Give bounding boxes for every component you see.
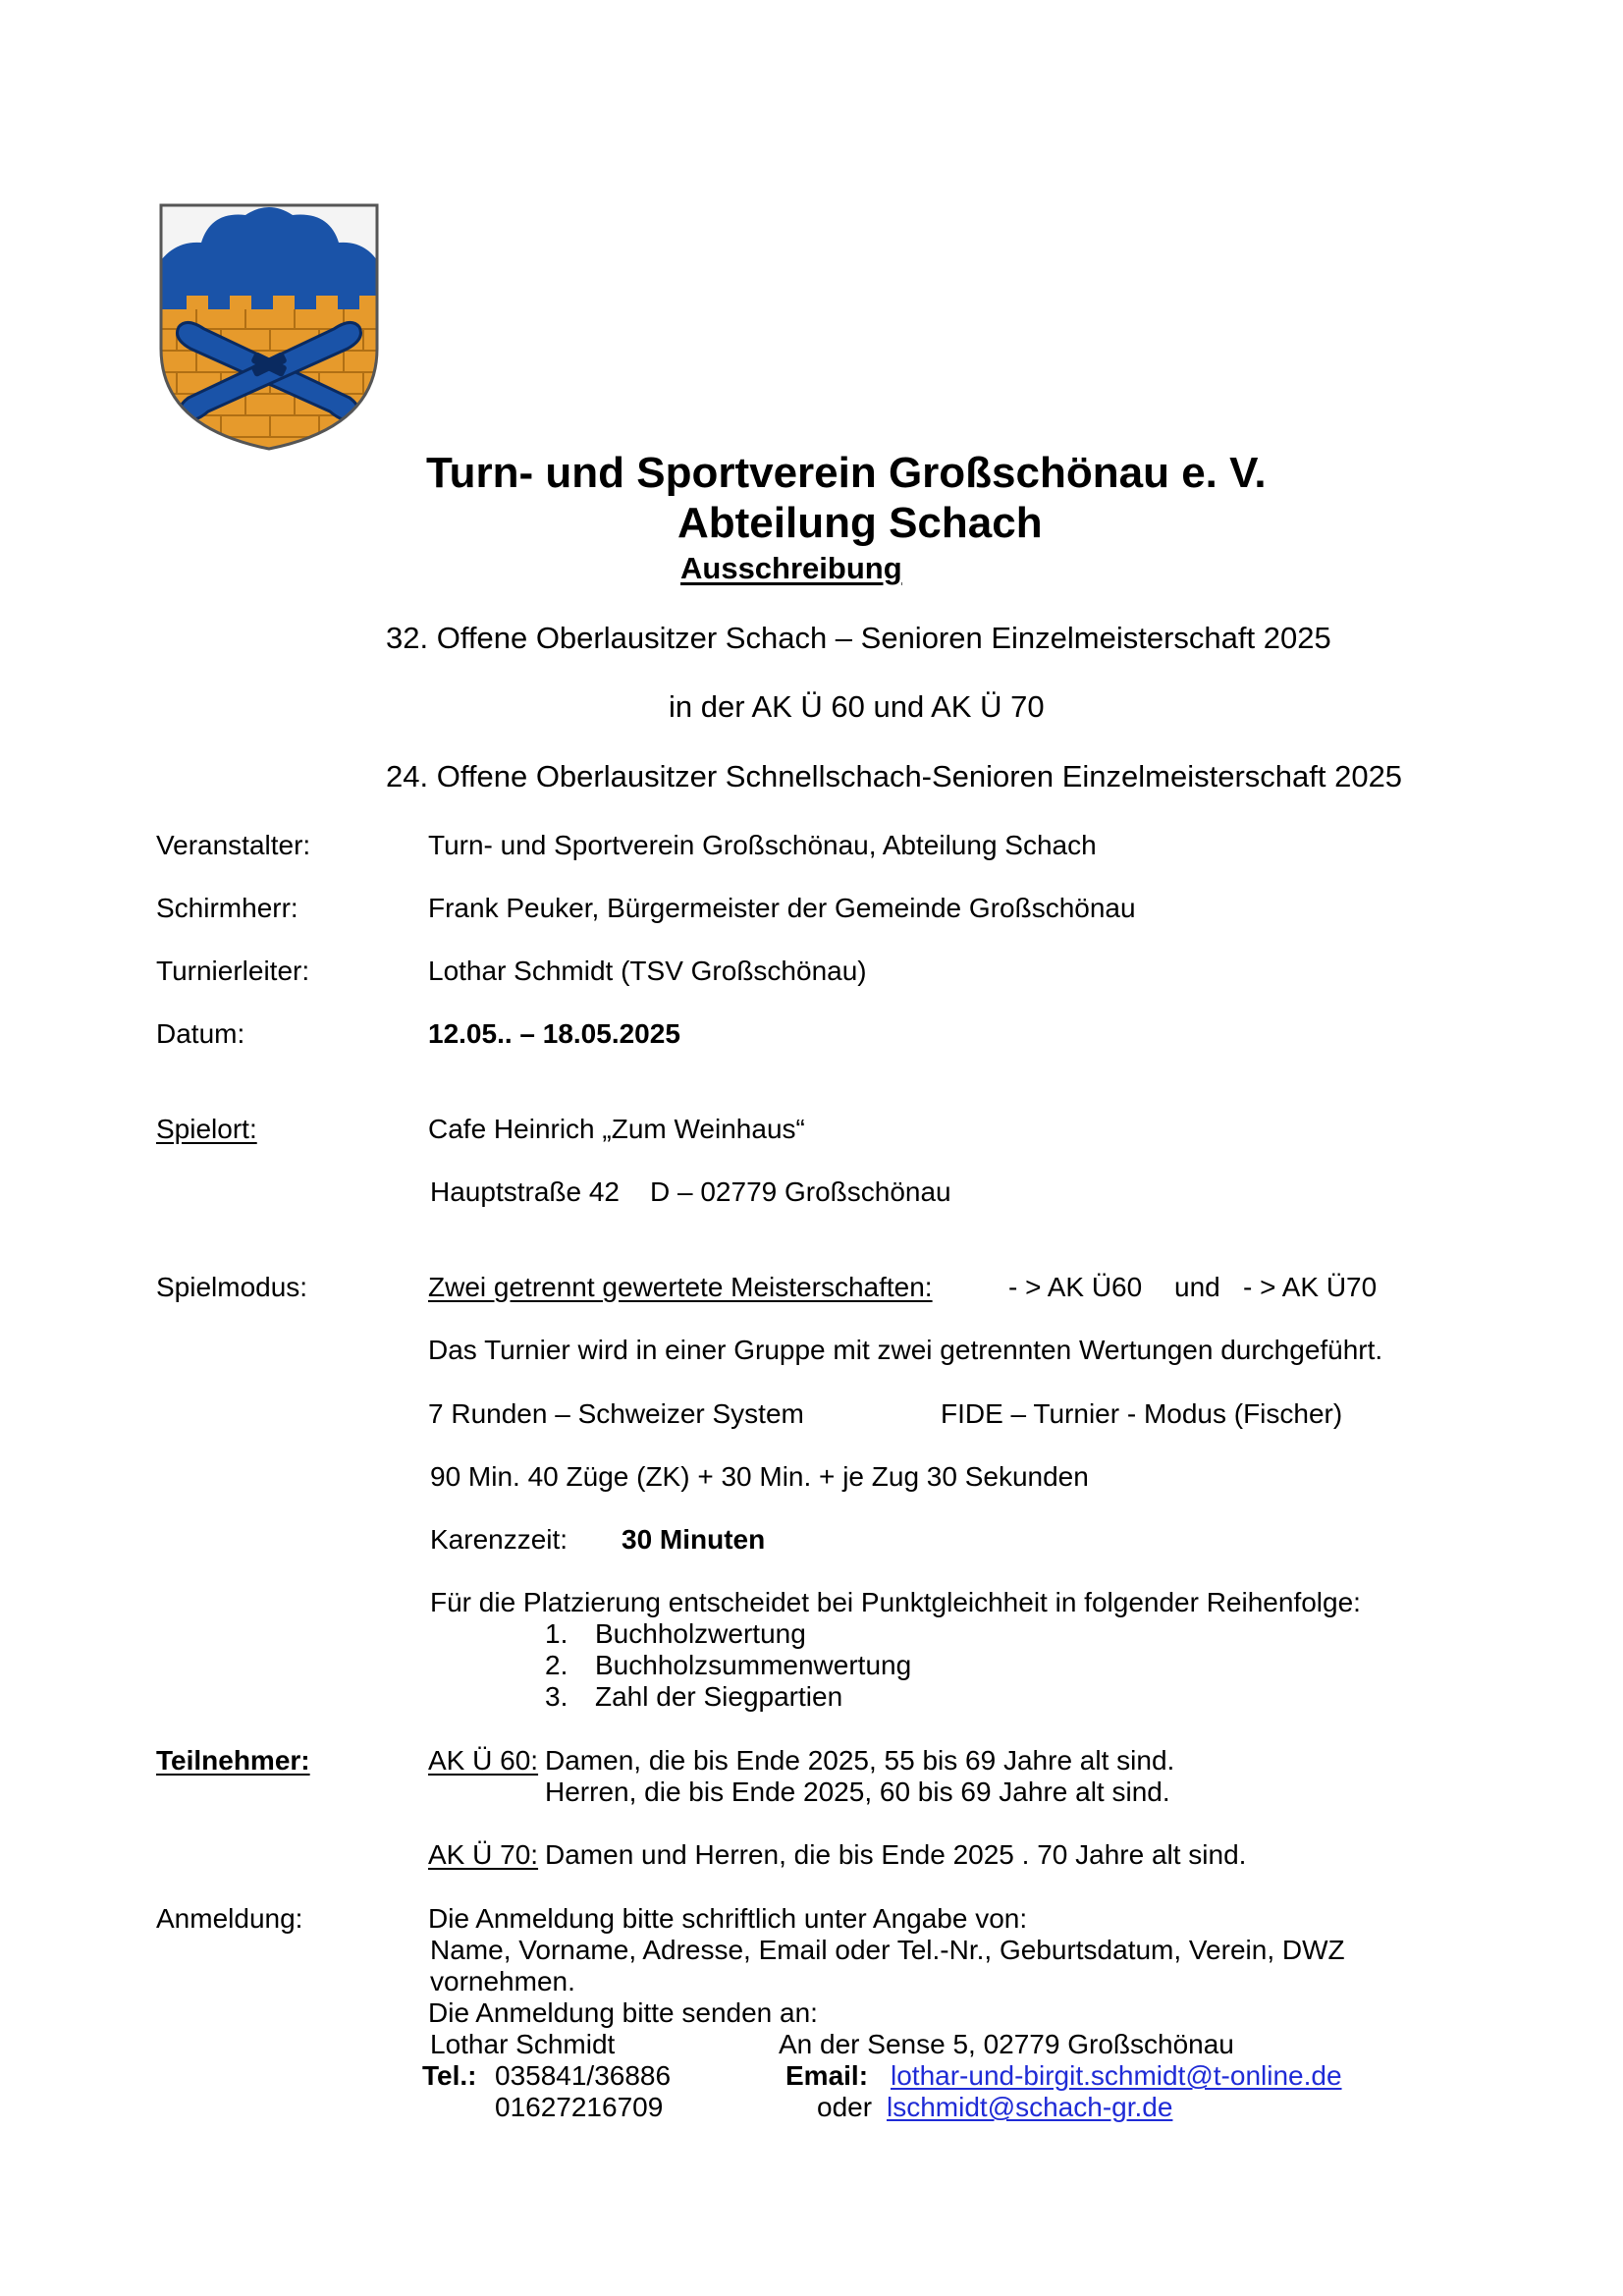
- email-label: Email:: [785, 2060, 869, 2091]
- tiebreak-text: Buchholzsummenwertung: [595, 1650, 912, 1680]
- schirmherr-label: Schirmherr:: [156, 893, 298, 923]
- spielmodus-label: Spielmodus:: [156, 1272, 308, 1302]
- tel-label: Tel.:: [422, 2060, 477, 2091]
- schirmherr-value: Frank Peuker, Bürgermeister der Gemeinde Großschönau: [428, 893, 1136, 923]
- tel-number-2: 01627216709: [495, 2092, 664, 2122]
- spielort-city: D – 02779 Großschönau: [650, 1176, 951, 1207]
- championship-title: 32. Offene Oberlausitzer Schach – Senioren Einzelmeisterschaft 2025: [386, 621, 1331, 655]
- spielmodus-und: und: [1174, 1272, 1220, 1302]
- spielort-label: Spielort:: [156, 1114, 257, 1144]
- email-link-1[interactable]: lothar-und-birgit.schmidt@t-online.de: [891, 2060, 1342, 2091]
- spielmodus-time-control: 90 Min. 40 Züge (ZK) + 30 Min. + je Zug 30 Sekunden: [430, 1461, 1089, 1492]
- datum-label: Datum:: [156, 1018, 245, 1049]
- ak70-text: Damen und Herren, die bis Ende 2025 . 70 Jahre alt sind.: [545, 1839, 1247, 1870]
- contact-address: An der Sense 5, 02779 Großschönau: [779, 2029, 1234, 2059]
- ak60-label: AK Ü 60:: [428, 1745, 539, 1776]
- spielmodus-heading: Zwei getrennt gewertete Meisterschaften:: [428, 1272, 933, 1302]
- datum-value: 12.05.. – 18.05.2025: [428, 1018, 680, 1049]
- spielmodus-ak70: - > AK Ü70: [1243, 1272, 1378, 1302]
- tiebreak-number: 3.: [545, 1681, 568, 1712]
- tiebreak-text: Zahl der Siegpartien: [595, 1681, 843, 1712]
- coat-of-arms-logo: [157, 201, 381, 453]
- email-oder: oder: [817, 2092, 873, 2122]
- tiebreak-text: Buchholzwertung: [595, 1618, 806, 1649]
- spielmodus-group: Das Turnier wird in einer Gruppe mit zwei getrennten Wertungen durchgeführt.: [428, 1335, 1383, 1365]
- anmeldung-label: Anmeldung:: [156, 1903, 303, 1934]
- club-title: Turn- und Sportverein Großschönau e. V.: [426, 449, 1267, 497]
- karenz-value: 30 Minuten: [622, 1524, 766, 1555]
- anmeldung-line3: vornehmen.: [430, 1966, 575, 1996]
- email-link-2[interactable]: lschmidt@schach-gr.de: [887, 2092, 1173, 2122]
- anmeldung-line2: Name, Vorname, Adresse, Email oder Tel.-Nr., Geburtsdatum, Verein, DWZ: [430, 1935, 1345, 1965]
- turnierleiter-value: Lothar Schmidt (TSV Großschönau): [428, 956, 867, 986]
- anmeldung-line4: Die Anmeldung bitte senden an:: [428, 1997, 818, 2028]
- department-title: Abteilung Schach: [677, 499, 1043, 547]
- ak60-herren: Herren, die bis Ende 2025, 60 bis 69 Jahre alt sind.: [545, 1777, 1170, 1807]
- veranstalter-value: Turn- und Sportverein Großschönau, Abteilung Schach: [428, 830, 1097, 860]
- platzierung-text: Für die Platzierung entscheidet bei Punktgleichheit in folgender Reihenfolge:: [430, 1587, 1361, 1617]
- veranstalter-label: Veranstalter:: [156, 830, 311, 860]
- ak60-damen: Damen, die bis Ende 2025, 55 bis 69 Jahre alt sind.: [545, 1745, 1175, 1776]
- anmeldung-line1: Die Anmeldung bitte schriftlich unter Angabe von:: [428, 1903, 1028, 1934]
- spielmodus-rounds: 7 Runden – Schweizer System: [428, 1398, 804, 1429]
- spielmodus-ak60: - > AK Ü60: [1008, 1272, 1143, 1302]
- announcement-title: Ausschreibung: [680, 551, 902, 585]
- tel-number-1: 035841/36886: [495, 2060, 672, 2091]
- spielmodus-fide: FIDE – Turnier - Modus (Fischer): [941, 1398, 1343, 1429]
- spielort-name: Cafe Heinrich „Zum Weinhaus“: [428, 1114, 805, 1144]
- karenz-label: Karenzzeit:: [430, 1524, 568, 1555]
- turnierleiter-label: Turnierleiter:: [156, 956, 310, 986]
- teilnehmer-label: Teilnehmer:: [156, 1745, 310, 1776]
- rapid-championship-title: 24. Offene Oberlausitzer Schnellschach-Senioren Einzelmeisterschaft 2025: [386, 759, 1403, 793]
- tiebreak-number: 1.: [545, 1618, 568, 1649]
- ak70-label: AK Ü 70:: [428, 1839, 539, 1870]
- contact-name: Lothar Schmidt: [430, 2029, 616, 2059]
- tiebreak-number: 2.: [545, 1650, 568, 1680]
- spielort-street: Hauptstraße 42: [430, 1176, 620, 1207]
- age-classes-title: in der AK Ü 60 und AK Ü 70: [669, 689, 1045, 724]
